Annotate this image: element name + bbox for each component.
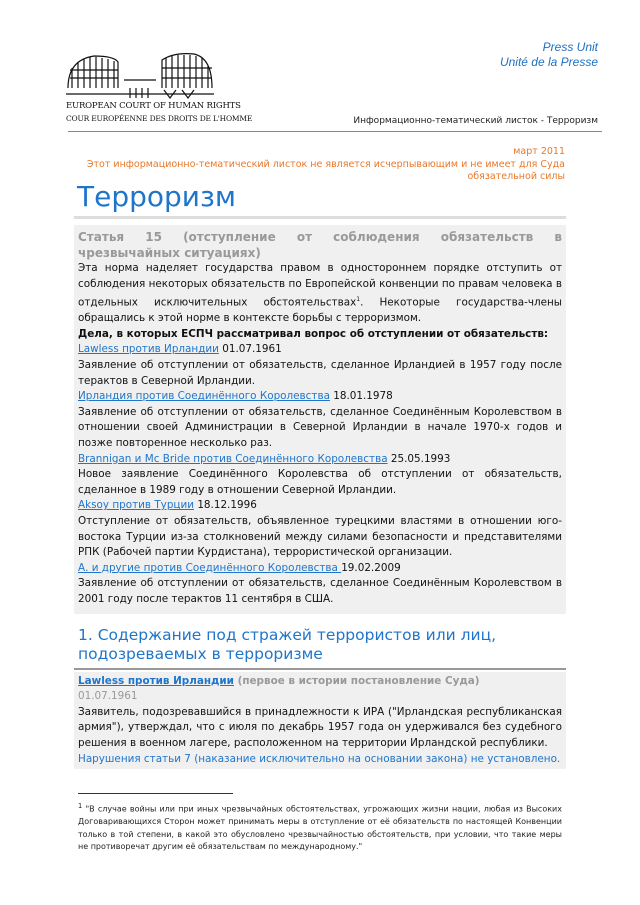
case-date: 18.01.1978 <box>333 390 393 403</box>
footnote-text: "В случае войны или при иных чрезвычайных обстоятельствах, угрожающих жизни нации, любая из Высоких Договаривающихся Сторон может принимать меры в отступление от её обязательств по настоящей Конвенции только в той степени, в какой это обусловлено чрезвычайностью обстоятельств, при условии, что такие меры не противоречат другим её обязательствам по международному." <box>78 804 562 852</box>
court-name-en: EUROPEAN COURT OF HUMAN RIGHTS <box>66 101 241 111</box>
disclaimer: Этот информационно-тематический листок не является исчерпывающим и не имеет для Суда обязательной силы <box>86 158 565 182</box>
case-link[interactable]: А. и другие против Соединённого Королевства <box>78 561 342 574</box>
section-1-heading: 1. Содержание под стражей террористов или лиц, подозреваемых в терроризме <box>78 625 497 663</box>
article15-heading: Статья 15 (отступление от соблюдения обязательств в чрезвычайных ситуациях) <box>78 230 562 260</box>
header-divider <box>68 131 602 132</box>
case-date: 01.07.1961 <box>78 690 138 703</box>
case-description: Новое заявление Соединённого Королевства об отступлении от обязательств, сделанное в 1989 году в отношении Северной Ирландии. <box>78 468 562 496</box>
case-entry <box>78 561 562 577</box>
court-building-logo <box>64 48 216 100</box>
footnote-divider <box>78 793 233 794</box>
article15-box <box>74 225 566 614</box>
section-divider <box>74 668 566 670</box>
case-date: 19.02.2009 <box>341 561 401 574</box>
case-entry <box>78 452 562 468</box>
case-link[interactable]: Ирландия против Соединённого Королевства <box>78 390 330 403</box>
footnote <box>78 800 562 854</box>
case-entry <box>78 342 562 358</box>
date: март 2011 <box>513 146 565 157</box>
case-link[interactable]: Lawless против Ирландии <box>78 343 219 356</box>
cases-list <box>78 342 562 607</box>
article15-intro <box>78 261 562 327</box>
footnote-ref[interactable]: 1 <box>356 296 361 304</box>
case-description: Заявление об отступлении от обязательств, сделанное Соединённым Королевством в отношении своей Администрации в Северной Ирландии в начале 1970-х годов и позже повторенное несколько раз. <box>78 405 562 449</box>
case-link[interactable]: Brannigan и Mc Bride против Соединённого Королевства <box>78 452 388 465</box>
press-unit-en: Press Unit <box>542 40 598 54</box>
case-date: 01.07.1961 <box>222 343 282 356</box>
intro-text-end: . Некоторые государства-члены обращались к этой норме в контексте борьбы с терроризмом. <box>78 296 562 325</box>
intro-text: Эта норма наделяет государства правом в одностороннем порядке отступить от соблюдения некоторых обязательств по Европейской конвенции по правам человека в отдельных исключительных обстоятельствах <box>78 262 562 309</box>
case-link[interactable]: Aksoy против Турции <box>78 499 194 512</box>
case-outcome: Нарушения статьи 7 (наказание исключительно на основании закона) не установлено. <box>78 752 561 765</box>
case-note: (первое в истории постановление Суда) <box>233 674 480 687</box>
case-date: 18.12.1996 <box>197 499 257 512</box>
case-link[interactable]: Lawless против Ирландии <box>78 674 234 687</box>
case-description: Отступление от обязательств, объявленное турецкими властями в отношении юго-востока Турции из-за столкновений между силами безопасности и представителями РПК (Рабочей партии Курдистана), террористической организации. <box>78 514 562 559</box>
footnote-number: 1 <box>78 802 83 811</box>
case-box <box>74 672 566 770</box>
case-description: Заявление об отступлении от обязательств, сделанное Ирландией в 1957 году после терактов в Северной Ирландии. <box>78 359 562 387</box>
date-block <box>65 146 565 184</box>
case-text: Заявитель, подозревавшийся в принадлежности к ИРА ("Ирландская республиканская армия"), утверждал, что с июля по декабрь 1957 года он удерживался без судебного решения в военном лагере, расположенном на территории Ирландской республики. <box>78 705 562 749</box>
case-entry <box>78 389 562 405</box>
document-body <box>74 180 566 874</box>
court-name-fr: COUR EUROPÉENNE DES DROITS DE L'HOMME <box>66 114 253 123</box>
case-title <box>78 674 562 690</box>
case-entry <box>78 498 562 514</box>
cases-heading: Дела, в которых ЕСПЧ рассматривал вопрос об отступлении от обязательств: <box>78 327 549 340</box>
title-divider <box>74 216 566 219</box>
press-unit-fr: Unité de la Presse <box>499 55 598 69</box>
case-date: 25.05.1993 <box>390 452 451 465</box>
sheet-subtitle: Информационно-тематический листок - Терроризм <box>353 116 598 126</box>
case-description: Заявление об отступлении от обязательств, сделанное Соединённым Королевством в 2001 году после терактов 11 сентября в США. <box>78 577 562 605</box>
page-title: Терроризм <box>77 180 236 213</box>
